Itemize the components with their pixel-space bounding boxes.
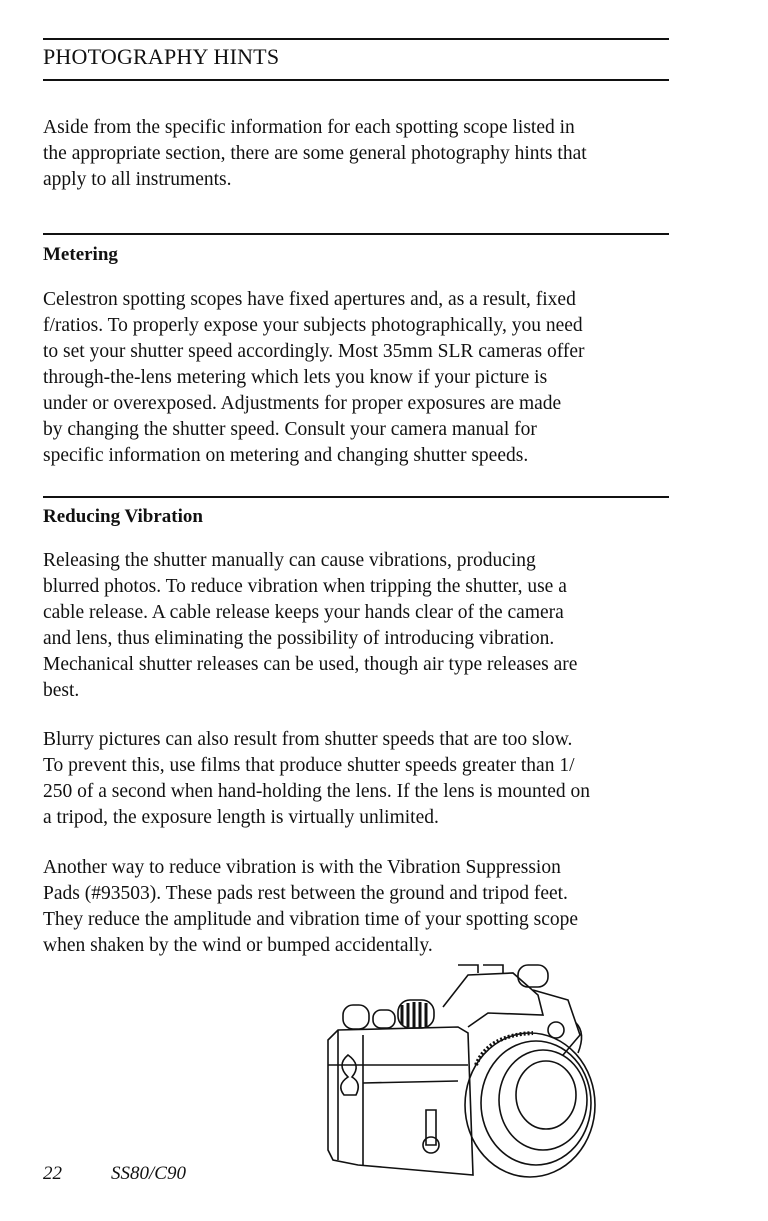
metering-rule xyxy=(43,233,669,235)
text-line: f/ratios. To properly expose your subjects photographically, you need xyxy=(43,315,583,336)
section-heading-reducing-vibration: Reducing Vibration xyxy=(43,506,203,527)
title-rule xyxy=(43,79,669,81)
text-line: specific information on metering and changing shutter speeds. xyxy=(43,445,529,466)
slr-camera-illustration xyxy=(318,955,628,1185)
text-line: under or overexposed. Adjustments for proper exposures are made xyxy=(43,393,562,414)
text-line: Celestron spotting scopes have fixed apertures and, as a result, fixed xyxy=(43,289,576,310)
section-heading-metering: Metering xyxy=(43,244,118,265)
text-line: when shaken by the wind or bumped accidentally. xyxy=(43,935,433,956)
vibration-paragraph-2 xyxy=(43,727,590,831)
intro-paragraph xyxy=(43,115,587,193)
vibration-paragraph-3 xyxy=(43,855,578,959)
text-line: best. xyxy=(43,680,80,701)
text-line: Releasing the shutter manually can cause vibrations, producing xyxy=(43,550,536,571)
page-title: PHOTOGRAPHY HINTS xyxy=(43,44,280,69)
text-line: a tripod, the exposure length is virtually unlimited. xyxy=(43,807,439,828)
text-line: Mechanical shutter releases can be used, though air type releases are xyxy=(43,654,578,675)
page-number: 22 xyxy=(43,1163,62,1184)
text-line: apply to all instruments. xyxy=(43,169,232,190)
text-line: the appropriate section, there are some general photography hints that xyxy=(43,143,587,164)
text-line: to set your shutter speed accordingly. Most 35mm SLR cameras offer xyxy=(43,341,585,362)
model-label: SS80/C90 xyxy=(111,1163,186,1184)
vibration-paragraph-1 xyxy=(43,548,577,704)
text-line: cable release. A cable release keeps your hands clear of the camera xyxy=(43,602,564,623)
text-line: To prevent this, use films that produce shutter speeds greater than 1/ xyxy=(43,755,575,776)
text-line: Another way to reduce vibration is with the Vibration Suppression xyxy=(43,857,561,878)
metering-paragraph xyxy=(43,287,585,469)
vibration-rule xyxy=(43,496,669,498)
text-line: They reduce the amplitude and vibration time of your spotting scope xyxy=(43,909,579,930)
text-line: 250 of a second when hand-holding the lens. If the lens is mounted on xyxy=(43,781,590,802)
text-line: by changing the shutter speed. Consult your camera manual for xyxy=(43,419,537,440)
text-line: through-the-lens metering which lets you know if your picture is xyxy=(43,367,548,388)
text-line: Aside from the specific information for each spotting scope listed in xyxy=(43,117,575,138)
top-rule xyxy=(43,38,669,40)
text-line: and lens, thus eliminating the possibility of introducing vibration. xyxy=(43,628,555,649)
text-line: Pads (#93503). These pads rest between the ground and tripod feet. xyxy=(43,883,568,904)
text-line: blurred photos. To reduce vibration when tripping the shutter, use a xyxy=(43,576,567,597)
text-line: Blurry pictures can also result from shutter speeds that are too slow. xyxy=(43,729,573,750)
